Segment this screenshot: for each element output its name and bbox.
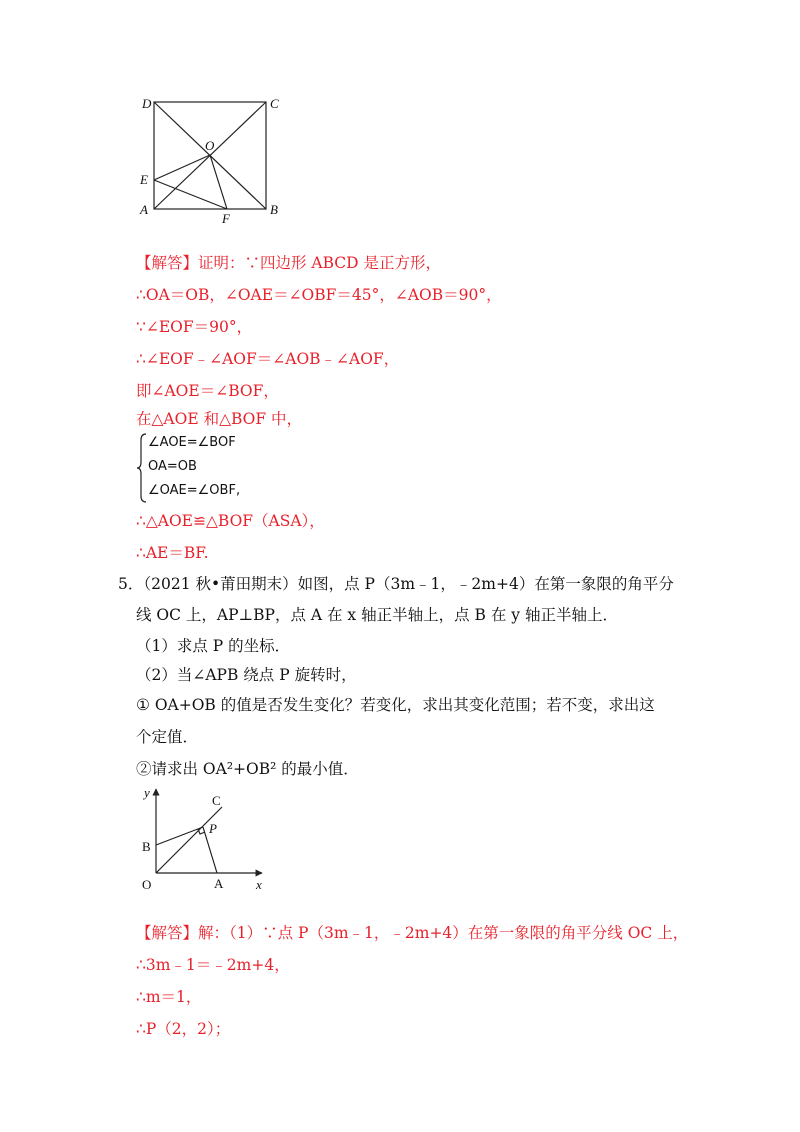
label-A: A [140, 202, 148, 217]
solution1-line-3: ∵∠EOF＝90°， [136, 318, 253, 336]
question5-part-2a-cont: 个定值． [136, 728, 199, 746]
solution1-conclusion-1: ∴△AOE≌△BOF（ASA）， [136, 512, 325, 530]
question5-line-1: 5．（2021 秋•莆田期末）如图，点 P（3m﹣1，﹣2m+4）在第一象限的角平分 [118, 575, 674, 593]
solution2-line-1: 【解答】解：（1）∵点 P（3m﹣1，﹣2m+4）在第一象限的角平分线 OC 上， [136, 924, 689, 942]
system-line-1: ∠AOE=∠BOF [148, 435, 236, 450]
solution2-line-4: ∴P（2，2）； [136, 1020, 231, 1038]
solution1-line-5: 即∠AOE＝∠BOF， [136, 382, 279, 400]
coordinate-figure [130, 785, 280, 900]
label-E: E [140, 172, 148, 187]
label-C: C [270, 96, 279, 111]
label-C: C [212, 793, 221, 808]
label-O: O [142, 877, 152, 892]
label-B: B [270, 202, 278, 217]
question5-part-1: （1）求点 P 的坐标． [136, 637, 291, 655]
question5-part-2a: ① OA+OB 的值是否发生变化？若变化，求出其变化范围；若不变，求出这 [136, 696, 655, 714]
label-P: P [209, 821, 217, 836]
system-line-2: OA=OB [148, 459, 197, 474]
label-D: D [142, 96, 152, 111]
label-B: B [142, 839, 151, 854]
label-F: F [222, 211, 230, 226]
solution1-line-2: ∴OA＝OB，∠OAE＝∠OBF＝45°，∠AOB＝90°， [136, 286, 502, 304]
axis-label-x: x [256, 877, 262, 892]
solution2-line-2: ∴3m﹣1＝﹣2m+4， [136, 956, 290, 974]
label-O: O [205, 138, 215, 153]
solution1-conclusion-2: ∴AE＝BF. [136, 544, 209, 562]
equation-system [136, 432, 276, 504]
solution1-line-1: 【解答】证明：∵四边形 ABCD 是正方形， [136, 254, 442, 272]
question5-part-2b: ②请求出 OA²+OB² 的最小值． [136, 760, 359, 778]
solution1-line-6: 在△AOE 和△BOF 中， [136, 410, 303, 428]
solution2-line-3: ∴m＝1， [136, 988, 202, 1006]
axis-label-y: y [144, 785, 150, 800]
question5-part-2: （2）当∠APB 绕点 P 旋转时， [136, 666, 357, 684]
label-A: A [214, 876, 224, 891]
system-line-3: ∠OAE=∠OBF, [148, 483, 241, 498]
solution1-line-4: ∴∠EOF﹣∠AOF＝∠AOB﹣∠AOF， [136, 350, 400, 368]
question5-line-2: 线 OC 上，AP⊥BP，点 A 在 x 轴正半轴上，点 B 在 y 轴正半轴上． [136, 606, 618, 624]
left-brace [136, 432, 148, 504]
square-figure [130, 90, 290, 230]
